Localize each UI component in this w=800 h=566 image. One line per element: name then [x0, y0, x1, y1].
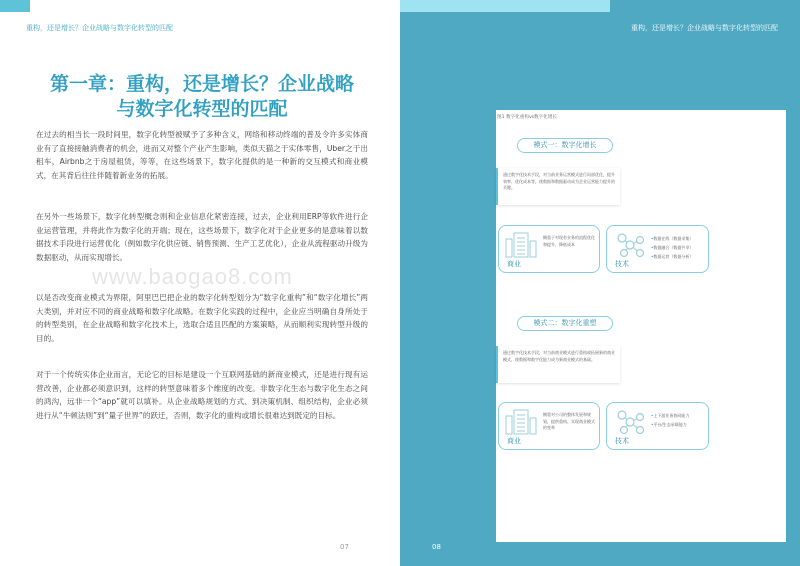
mode-1-tech-bullets [651, 234, 709, 261]
body-paragraph-3: 以是否改变商业模式为界限，阿里巴巴把企业的数字化转型划分为“数字化重构”和“数字化增长”两大类别，并对应不同的商业战略和数字化战略。在数字化实践的过程中，企业应当明确自身所处于的转型类别，在企业战略和数字化技术上，选取合适且匹配的方案策略，从而顺利实现转型升级的目的。 [36, 293, 368, 343]
mode-2-business-label: 商业 [507, 437, 521, 445]
figure-caption: 图1 数字化重构vs数字化增长 [497, 115, 558, 120]
chapter-title [36, 72, 368, 122]
mode-1-business-label: 商业 [507, 260, 521, 268]
left-accent-bar [0, 0, 30, 12]
mode-1-tech-card [606, 225, 709, 273]
network-nodes-icon [613, 232, 647, 258]
mode-1-tech-bullet: • 数据运营（数据分析） [651, 252, 709, 261]
mode-1-tech-label: 技术 [615, 260, 629, 268]
mode-1-business-text: 侧重于对现有业务的流程优化和提升，降低成本 [543, 235, 595, 247]
mode-1-tech-bullet: • 数据融合（数据共享） [651, 243, 709, 252]
mode-1-description: 通过数字化技术手段，对当前业务运营模式进行局部优化，提升效率、优化成本等，使数据和数据驱动成为企业运营能力提升的关键。 [496, 168, 620, 205]
watermark: www.baogao8.com [92, 264, 293, 289]
chapter-title-line-2: 与数字化转型的匹配 [116, 98, 288, 120]
body-paragraph-4: 对于一个传统实体企业而言，无论它的目标是建设一个互联网基础的新商业模式，还是进行现有运营改善，企业都必须意识到，这样的转型意味着多个维度的改变。非数字化生态与数字化生态之间的鸿沟，远非一个“app”就可以填补。从企业战略规划的方式、到决策机制、组织结构，企业必须进行从“牛顿法则”到“量子世界”的跃迁，否则，数字化的重构或增长很难达到既定的目标。 [36, 370, 368, 420]
mode-1-title: 模式一：数字化增长 [517, 138, 613, 153]
body-paragraph-1: 在过去的相当长一段时间里，数字化转型被赋予了多种含义，网络和移动终端的普及令许多实体商业有了直接接触消费者的机会，进而又对整个产业产生影响，类似天猫之于实体零售，Uber之于出租车，Airbnb之于房屋租赁，等等，在这些场景下，数字化提供的是一种新的交互模式和商业模式，在其背后往往伴随着新业务的拓展。 [36, 130, 368, 180]
mode-2-tech-bullets [651, 411, 709, 429]
right-page-number: 08 [432, 543, 441, 551]
body-paragraph-2: 在另外一些场景下，数字化转型概念则和企业信息化紧密连接，过去，企业利用ERP等软件进行企业运营管理，并将此作为数字化的开端；现在，这些场景下，数字化对于企业更多的是意味着以数据技术手段进行运营优化（例如数字化供应链、销售预测、生产工艺优化），企业从流程驱动升级为数据驱动，从而实现增长。 [36, 212, 368, 262]
mode-2-tech-bullet: • 上下游业务协同能力 [651, 411, 709, 420]
mode-2-business-text: 侧重对公司的整体发展和规划，提供重构、实现商业模式的变革 [543, 412, 595, 430]
network-nodes-icon [613, 409, 647, 435]
mode-1-business-card [498, 225, 600, 273]
mode-2-title: 模式二：数字化重塑 [517, 316, 613, 331]
mode-2-tech-card [606, 402, 709, 450]
right-running-header: 重构，还是增长？企业战略与数字化转型的匹配 [631, 24, 778, 32]
document-stack-icon [505, 232, 539, 258]
document-stack-icon [505, 409, 539, 435]
left-running-header: 重构，还是增长？企业战略与数字化转型的匹配 [26, 24, 173, 32]
mode-2-tech-bullet: • 平台/生态承载能力 [651, 420, 709, 429]
mode-2-description: 通过数字化技术手段，对当前商业模式进行重构或拓展新的商业模式，使数据和数字化能力成为新商业模式的基础。 [496, 346, 620, 383]
left-page-number: 07 [340, 543, 349, 551]
chapter-title-line-1: 第一章：重构，还是增长？企业战略 [49, 73, 354, 95]
right-top-band [400, 0, 610, 12]
mode-1-tech-bullet: • 数据在线（数据采集） [651, 234, 709, 243]
mode-2-business-card [498, 402, 600, 450]
mode-2-tech-label: 技术 [615, 437, 629, 445]
